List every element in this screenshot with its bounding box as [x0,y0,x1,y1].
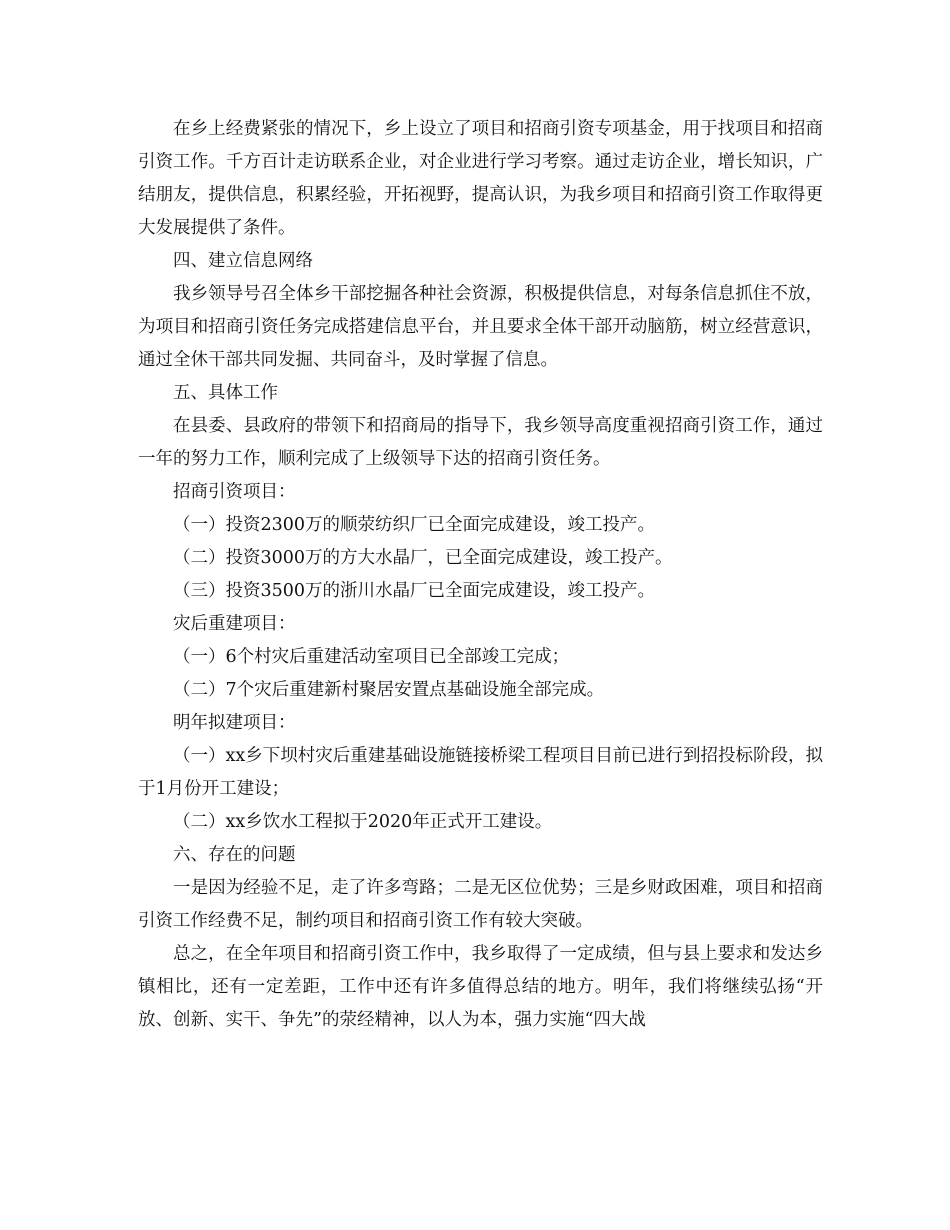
section-heading-info-network: 四、建立信息网络 [173,251,313,271]
paragraph-info-network: 我乡领导号召全体乡干部挖掘各种社会资源，积极提供信息，对每条信息抓住不放，为项目和招商引资任务完成搭建信息平台，并且要求全体干部开动脑筋，树立经营意识，通过全休干部共同发掘、共同奋斗，及时掌握了信息。 [138,284,823,370]
list-item-next-year-1: （一）xx乡下坝村灾后重建基础设施链接桥梁工程项目目前已进行到招投标阶段，拟于1月份开工建设； [138,746,823,799]
paragraph-problems: 一是因为经验不足，走了许多弯路；二是无区位优势；三是乡财政困难，项目和招商引资工作经费不足，制约项目和招商引资工作有较大突破。 [138,878,823,931]
paragraph-specific-work: 在县委、县政府的带领下和招商局的指导下，我乡领导高度重视招商引资工作，通过一年的努力工作，顺利完成了上级领导下达的招商引资任务。 [138,416,823,469]
document-body [138,113,823,1037]
list-item-next-year-2: （二）xx乡饮水工程拟于2020年正式开工建设。 [173,812,553,832]
section-heading-specific-work: 五、具体工作 [173,383,278,403]
list-item-investment-1: （一）投资2300万的顺荥纺织厂已全面完成建设，竣工投产。 [173,515,656,535]
list-item-reconstruction-2: （二）7个灾后重建新村聚居安置点基础设施全部完成。 [173,680,605,700]
list-item-investment-2: （二）投资3000万的方大水晶厂，已全面完成建设，竣工投产。 [173,548,673,568]
section-heading-problems: 六、存在的问题 [173,845,296,865]
paragraph-summary: 总之，在全年项目和招商引资工作中，我乡取得了一定成绩，但与县上要求和发达乡镇相比，还有一定差距，工作中还有许多值得总结的地方。明年，我们将继续弘扬“开放、创新、实干、争先”的荥经精神，以人为本，强力实施“四大战 [138,944,823,1030]
subheading-next-year-projects: 明年拟建项目： [173,713,296,733]
list-item-reconstruction-1: （一）6个村灾后重建活动室项目已全部竣工完成； [173,647,570,667]
subheading-investment-projects: 招商引资项目： [173,482,296,502]
paragraph-funding: 在乡上经费紧张的情况下，乡上设立了项目和招商引资专项基金，用于找项目和招商引资工作。千方百计走访联系企业，对企业进行学习考察。通过走访企业，增长知识，广结朋友，提供信息，积累经验，开拓视野，提高认识，为我乡项目和招商引资工作取得更大发展提供了条件。 [138,119,823,238]
list-item-investment-3: （三）投资3500万的浙川水晶厂已全面完成建设，竣工投产。 [173,581,656,601]
subheading-reconstruction-projects: 灾后重建项目： [173,614,296,634]
